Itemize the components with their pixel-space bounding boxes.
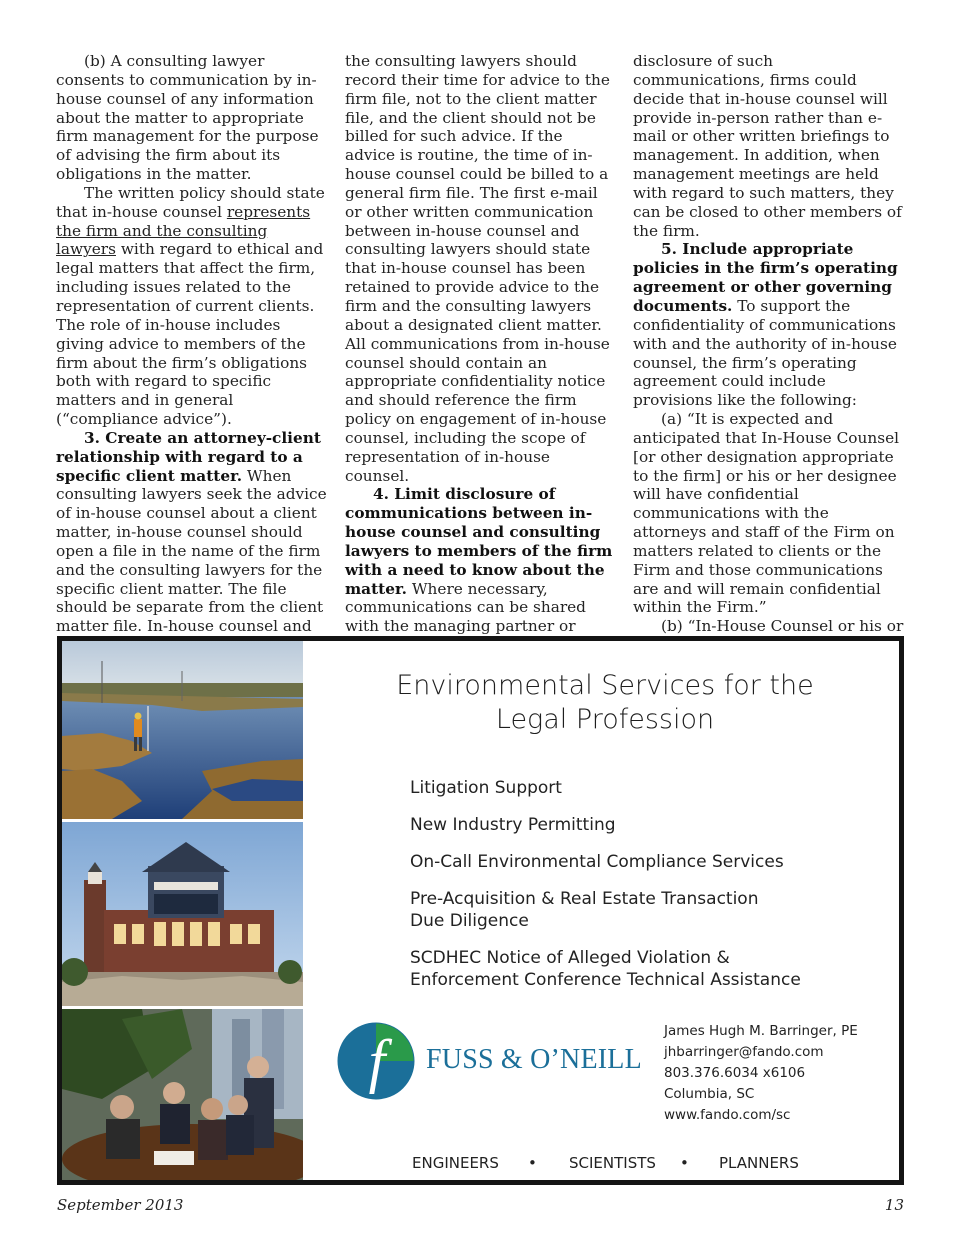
ad-title: Environmental Services for the Legal Profession <box>396 670 814 735</box>
service-item: SCDHEC Notice of Alleged Violation & Enforcement Conference Technical Assistance <box>410 948 801 990</box>
tagline-engineers: ENGINEERS <box>412 1154 499 1172</box>
section-heading: 3. Create an attorney-client relationship with regard to a specific client matter. <box>56 428 321 485</box>
section-heading: 5. Include appropriate policies in the firm’s operating agreement or other governing documents. <box>633 240 898 315</box>
advertisement <box>57 636 904 1185</box>
paragraph: disclosure of such communications, firms could decide that in-house counsel will provide in-person rather than e-mail or other written briefings to management. In addition, when management meetings are held with regard to such matters, they can be closed to other members of the firm. <box>633 52 902 240</box>
page-number: 13 <box>884 1196 904 1214</box>
paragraph: 5. Include appropriate policies in the firm’s operating agreement or other governing documents. To support the confidentiality of communications with and the authority of in-house counsel, the firm’s operating agreement could include provisions like the following: <box>633 240 898 410</box>
contact-website[interactable]: www.fando.com/sc <box>664 1107 791 1123</box>
tagline-planners: PLANNERS <box>719 1154 799 1172</box>
service-item: Pre-Acquisition & Real Estate Transaction Due Diligence <box>410 889 759 931</box>
paragraph: the consulting lawyers should record their time for advice to the firm file, not to the client matter file, and the client should not be billed for such advice. If the advice is routine, the time of in-house counsel could be billed to a general firm file. The first e-mail or other written communication between in-house counsel and consulting lawyers should state that in-house counsel has been retained to provide advice to the firm and the consulting lawyers about a designated client matter. All communications from in-house counsel should contain an appropriate confidentiality notice and should reference the firm policy on engagement of in-house counsel, including the scope of representation of in-house counsel. <box>345 52 610 485</box>
svg-text:f: f <box>368 1028 386 1094</box>
underlined-phrase: represents the firm and the consulting lawyers <box>56 202 311 259</box>
paragraph: (b) A consulting lawyer consents to communication by in-house counsel of any information about the matter to appropriate firm management for the purpose of advising the firm about its obligations in the matter. <box>56 52 319 184</box>
service-item: Litigation Support <box>410 778 562 798</box>
contact-city: Columbia, SC <box>664 1086 755 1102</box>
tagline-scientists: SCIENTISTS <box>569 1154 656 1172</box>
footer-date: September 2013 <box>57 1196 184 1214</box>
contact-phone: 803.376.6034 x6106 <box>664 1065 806 1081</box>
company-name: FUSS & O’NEILL <box>426 1044 642 1075</box>
paragraph: The written policy should state that in-house counsel represents the firm and the consulting lawyers with regard to ethical and legal matters that affect the firm, including issues related to the representation of current clients. The role of in-house includes giving advice to members of the firm about the firm’s obligations both with regard to specific matters and in general (“compliance advice”). <box>56 183 325 429</box>
bullet-separator: • <box>528 1154 537 1172</box>
article-column-3 <box>633 52 905 674</box>
paragraph: (a) “It is expected and anticipated that In-House Counsel [or other designation appropriate to the firm] or his or her designee will have confidential communications with the attorneys and staff of the Firm on matters related to clients or the Firm and those communications are and will remain confidential within the Firm.” <box>633 410 900 617</box>
article-column-2 <box>345 52 617 674</box>
fuss-oneill-logo-icon <box>336 1021 416 1101</box>
contact-email[interactable]: jhbarringer@fando.com <box>664 1044 824 1060</box>
contact-name: James Hugh M. Barringer, PE <box>664 1023 858 1039</box>
service-item: New Industry Permitting <box>410 815 616 835</box>
wetland-photo <box>62 641 303 819</box>
service-item: On-Call Environmental Compliance Services <box>410 852 784 872</box>
article-column-1 <box>56 52 328 636</box>
bullet-separator: • <box>680 1154 689 1172</box>
section-heading: 4. Limit disclosure of communications between in-house counsel and consulting lawyers to members of the firm with a need to know about the matter. <box>345 485 613 598</box>
paragraph: 4. Limit disclosure of communications between in-house counsel and consulting lawyers to members of the firm with a need to know about the matter. Where necessary, communications can be shared with the managing partner or <box>345 485 613 636</box>
meeting-photo <box>62 1009 303 1180</box>
paragraph: 3. Create an attorney-client relationship with regard to a specific client matter. When consulting lawyers seek the advice of in-house counsel about a client matter, in-house counsel should open a file in the name of the firm and the consulting lawyers for the specific client matter. The file should be separate from the client matter file. In-house counsel and <box>56 428 327 636</box>
paragraph: (b) “In-House Counsel or his or <box>661 617 904 636</box>
building-photo <box>62 822 303 1006</box>
